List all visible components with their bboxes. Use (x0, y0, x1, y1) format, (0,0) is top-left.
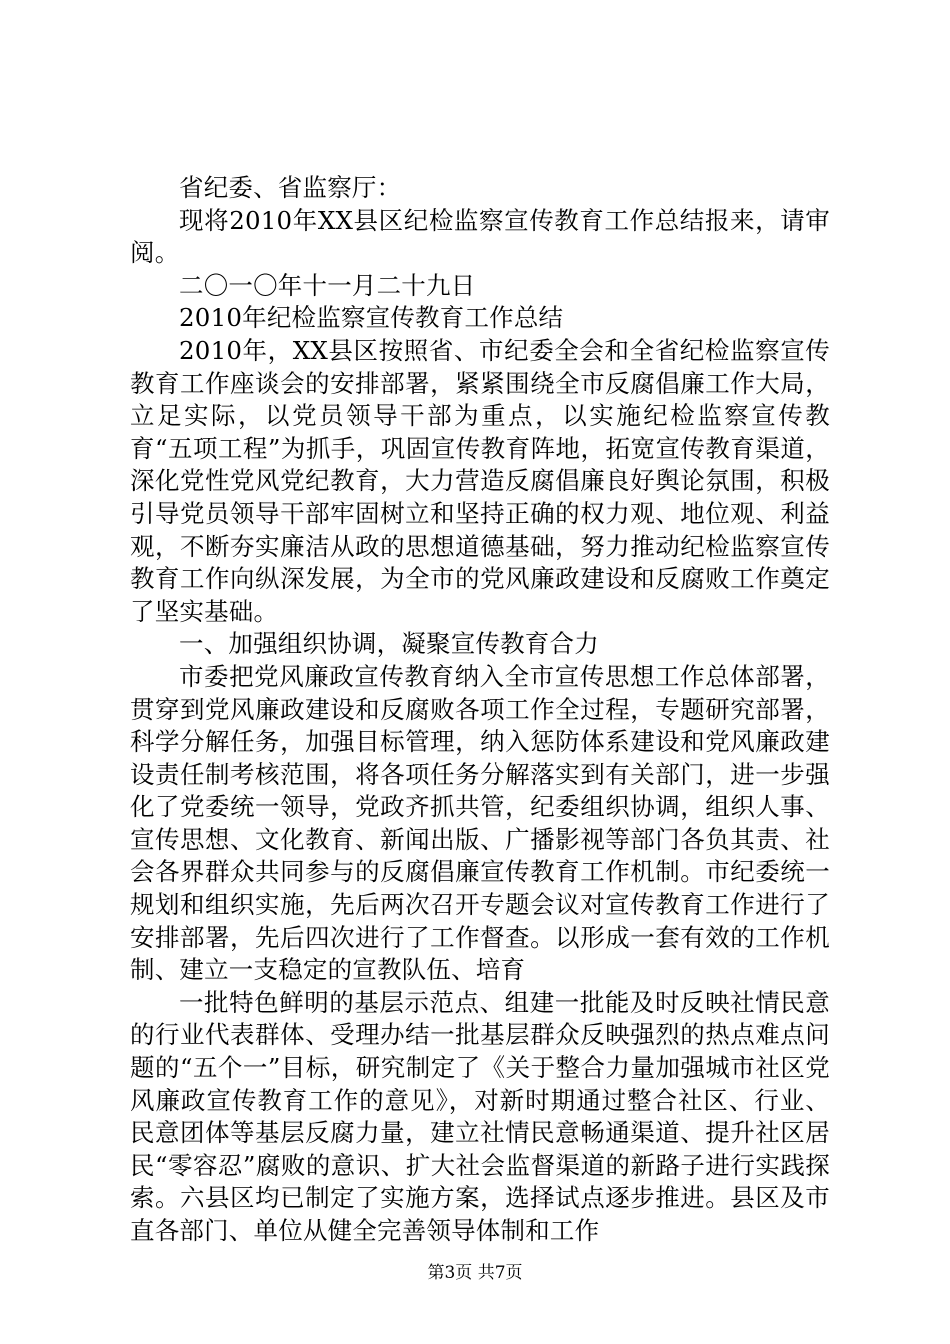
section-heading-1: 一、加强组织协调，凝聚宣传教育合力 (179, 629, 599, 659)
body-paragraph-2: 市委把党风廉政宣传教育纳入全市宣传思想工作总体部署，贯穿到党风廉政建设和反腐败各项工作全过程，专题研究部署，科学分解任务，加强目标管理，纳入惩防体系建设和党风廉政建设责任制考核范围，将各项任务分解落实到有关部门，进一步强化了党委统一领导，党政齐抓共管，纪委组织协调，组织人事、宣传思想、文化教育、新闻出版、广播影视等部门各负其责、社会各界群众共同参与的反腐倡廉宣传教育工作机制。市纪委统一规划和组织实施，先后两次召开专题会议对宣传教育工作进行了安排部署，先后四次进行了工作督查。以形成一套有效的工作机制、建立一支稳定的宣教队伍、培育 (130, 661, 830, 985)
page-number: 第3页 共7页 (427, 1263, 523, 1283)
document-title: 2010年纪检监察宣传教育工作总结 (179, 303, 564, 333)
document-date: 二〇一〇年十一月二十九日 (179, 270, 476, 300)
salutation: 省纪委、省监察厅： (179, 173, 402, 202)
page-footer (0, 1262, 950, 1284)
body-paragraph-3: 一批特色鲜明的基层示范点、组建一批能及时反映社情民意的行业代表群体、受理办结一批基层群众反映强烈的热点难点问题的“五个一”目标，研究制定了《关于整合力量加强城市社区党风廉政宣传教育工作的意见》，对新时期通过整合社区、行业、民意团体等基层反腐力量，建立社情民意畅通渠道、提升社区居民“零容忍”腐败的意识、扩大社会监督渠道的新路子进行实践探索。六县区均已制定了实施方案，选择试点逐步推进。县区及市直各部门、单位从健全完善领导体制和工作 (130, 987, 830, 1245)
document-body (130, 172, 830, 1248)
intro-paragraph: 现将2010年XX县区纪检监察宣传教育工作总结报来，请审阅。 (130, 205, 830, 268)
body-paragraph-1: 2010年，XX县区按照省、市纪委全会和全省纪检监察宣传教育工作座谈会的安排部署，紧紧围绕全市反腐倡廉工作大局，立足实际，以党员领导干部为重点，以实施纪检监察宣传教育“五项工程”为抓手，巩固宣传教育阵地，拓宽宣传教育渠道，深化党性党风党纪教育，大力营造反腐倡廉良好舆论氛围，积极引导党员领导干部牢固树立和坚持正确的权力观、地位观、利益观，不断夯实廉洁从政的思想道德基础，努力推动纪检监察宣传教育工作向纵深发展，为全市的党风廉政建设和反腐败工作奠定了坚实基础。 (130, 335, 830, 626)
